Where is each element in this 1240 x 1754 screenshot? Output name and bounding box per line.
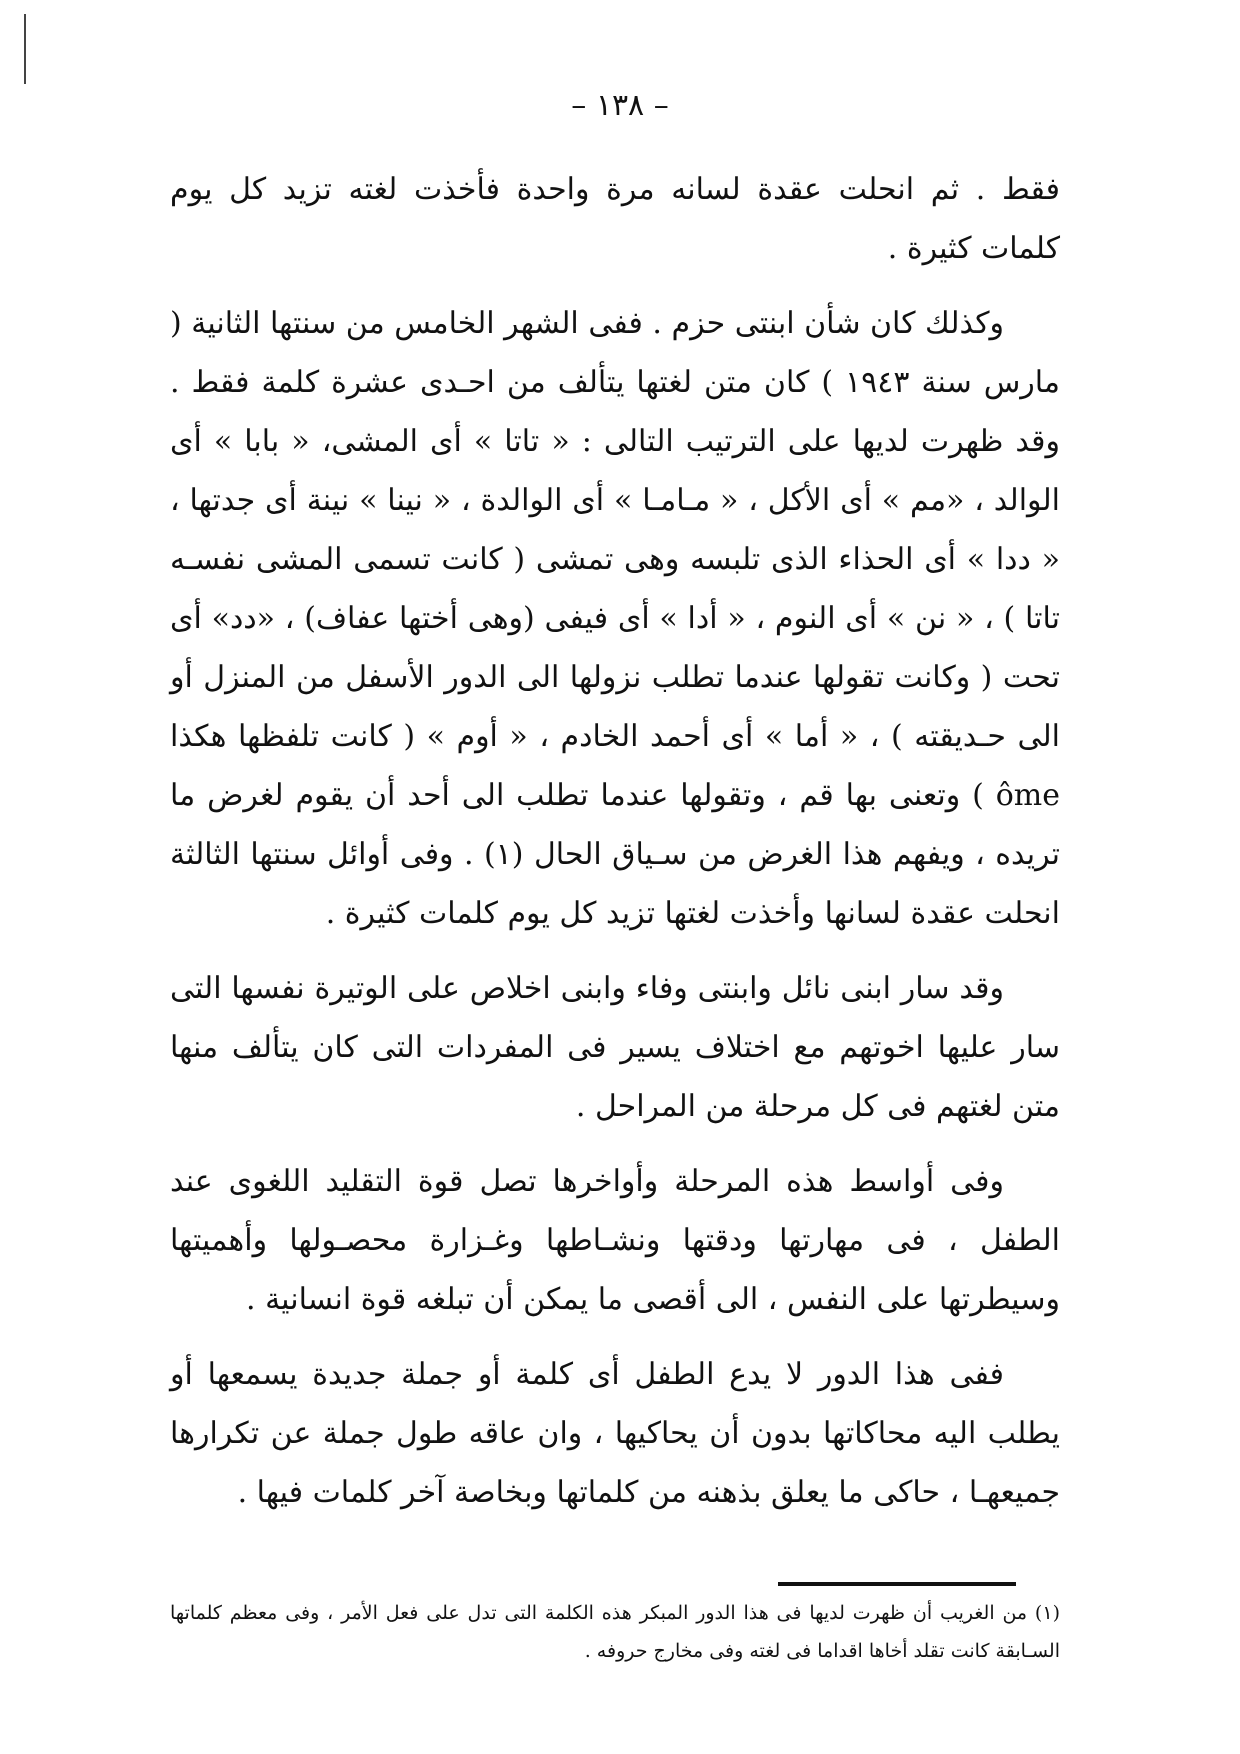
paragraph-repetition: ففى هذا الدور لا يدع الطفل أى كلمة أو جملة جديدة يسمعها أو يطلب اليه محاكاتها بدون أن يحاكيها ، وان عاقه طول جملة عن تكرارها جميعهـا ، حاكى ما يعلق بذهنه من كلماتها وبخاصة آخر كلمات فيها . (170, 1357, 1060, 1510)
paragraph-continuation: فقط . ثم انحلت عقدة لسانه مرة واحدة فأخذت لغته تزيد كل يوم كلمات كثيرة . (170, 172, 1060, 266)
scan-margin-line (24, 14, 26, 84)
body-text (170, 160, 1060, 1538)
footnote (170, 1594, 1060, 1670)
footnote-text: (١) من الغريب أن ظهرت لديها فى هذا الدور المبكر هذه الكلمة التى تدل على فعل الأمر ، وفى معظم كلماتها السـابقة كانت تقلد أخاها اقداما فى لغته وفى مخارج حروفه . (170, 1602, 1060, 1662)
paragraph-imitation: وفى أواسط هذه المرحلة وأواخرها تصل قوة التقليد اللغوى عند الطفل ، فى مهارتها ودقتها ونشـاطها وغـزارة محصـولها وأهميتها وسيطرتها على النفس ، الى أقصى ما يمكن أن تبلغه قوة انسانية . (170, 1164, 1060, 1317)
footnote-separator (778, 1582, 1016, 1586)
page-number: – ١٣٨ – (571, 88, 669, 123)
paragraph-hazm: وكذلك كان شأن ابنتى حزم . ففى الشهر الخامس من سنتها الثانية ( مارس سنة ١٩٤٣ ) كان متن لغتها يتألف من احـدى عشرة كلمة فقط . وقد ظهرت لديها على الترتيب التالى : « تاتا » أى المشى، « بابا » أى الوالد ، «مم » أى الأكل ، « مـامـا » أى الوالدة ، « نينا » نينة أى جدتها ، « ددا » أى الحذاء الذى تلبسه وهى تمشى ( كانت تسمى المشى نفسـه تاتا ) ، « نن » أى النوم ، « أدا » أى فيفى (وهى أختها عفاف) ، «دد» أى تحت ( وكانت تقولها عندما تطلب نزولها الى الدور الأسفل من المنزل أو الى حـديقته ) ، « أما » أى أحمد الخادم ، « أوم » ( كانت تلفظها هكذا ôme ) وتعنى بها قم ، وتقولها عندما تطلب الى أحد أن يقوم لغرض ما تريده ، ويفهم هذا الغرض من سـياق الحال (١) . وفى أوائل سنتها الثالثة انحلت عقدة لسانها وأخذت لغتها تزيد كل يوم كلمات كثيرة . (170, 306, 1061, 931)
paragraph-siblings: وقد سار ابنى نائل وابنتى وفاء وابنى اخلاص على الوتيرة نفسها التى سار عليها اخوتهم مع اختلاف يسير فى المفردات التى كان يتألف منها متن لغتهم فى كل مرحلة من المراحل . (170, 971, 1060, 1124)
